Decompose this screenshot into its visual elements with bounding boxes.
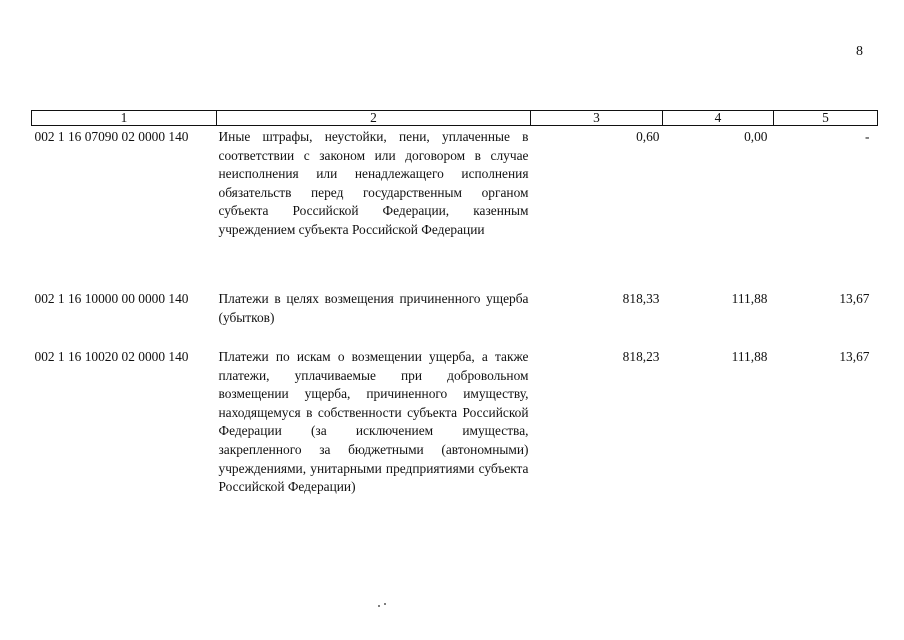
description-cell: Платежи по искам о возмещении ущерба, а также платежи, уплачиваемые при добровольном возмещении ущерба, причиненного имуществу, находящемуся в собственности субъекта Российской Федерации (за исключением имущества, закрепленного за бюджетными (автономными) учреждениями, унитарными предприятиями субъекта Российской Федерации)	[218, 349, 529, 495]
table-row	[32, 126, 878, 289]
budget-code-cell: 002 1 16 10020 02 0000 140	[34, 349, 189, 364]
budget-code-cell: 002 1 16 10000 00 0000 140	[34, 291, 189, 306]
value-col3-cell: 0,60	[636, 129, 660, 144]
page-number: 8	[856, 44, 863, 59]
column-header-1: 1	[32, 111, 217, 126]
value-col4-cell: 111,88	[731, 291, 768, 306]
table-row	[32, 346, 878, 497]
budget-code-cell: 002 1 16 07090 02 0000 140	[34, 129, 189, 144]
column-header-5: 5	[774, 111, 878, 126]
column-header-4: 4	[663, 111, 774, 126]
value-col3-cell: 818,33	[622, 291, 660, 306]
scan-speck	[378, 603, 388, 609]
table-header-row	[32, 111, 878, 126]
value-col5-cell: -	[865, 129, 870, 144]
value-col5-cell: 13,67	[839, 291, 870, 306]
column-header-3: 3	[531, 111, 663, 126]
description-cell: Иные штрафы, неустойки, пени, уплаченные в соответствии с законом или договором в случае неисполнения или ненадлежащего исполнения обязательств перед государственным органом субъекта Российской Федерации, казенным учреждением субъекта Российской Федерации	[218, 129, 529, 237]
column-header-2: 2	[217, 111, 531, 126]
table-row	[32, 288, 878, 346]
value-col4-cell: 111,88	[731, 349, 768, 364]
value-col4-cell: 0,00	[744, 129, 768, 144]
budget-revenue-table	[31, 110, 878, 497]
value-col5-cell: 13,67	[839, 349, 870, 364]
description-cell: Платежи в целях возмещения причиненного ущерба (убытков)	[218, 291, 529, 325]
value-col3-cell: 818,23	[622, 349, 660, 364]
